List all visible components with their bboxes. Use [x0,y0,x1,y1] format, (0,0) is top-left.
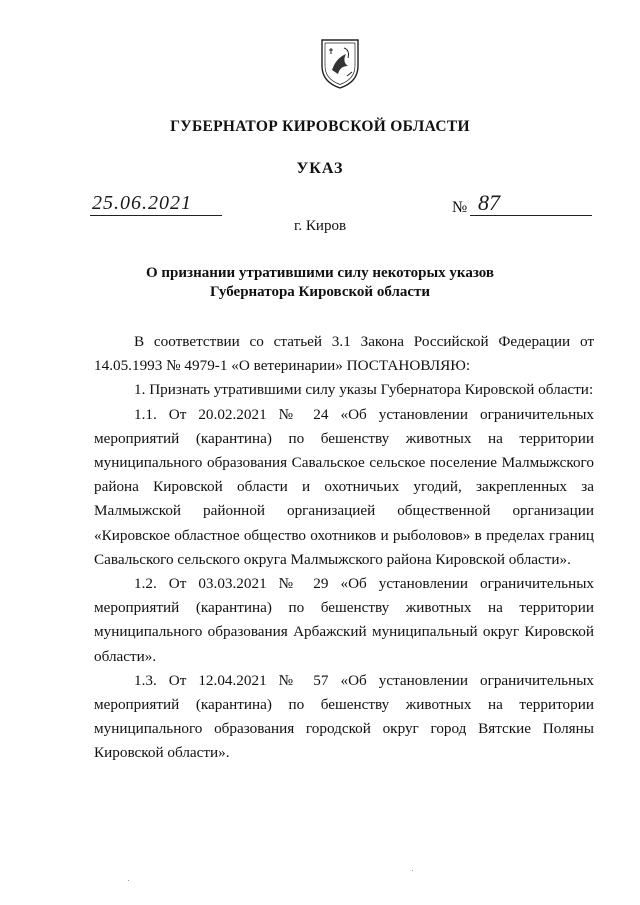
date-underline [90,214,222,216]
item-1-1-paragraph: 1.1. От 20.02.2021 № 24 «Об установлении ограничительных мероприятий (карантина) по бешенству животных на территории муниципального образования Савальское сельское поселение Малмыжского района Кировской области и охотничьих угодий, закрепленных за Малмыжской районной организацией общественной организации «Кировское областное общество охотников и рыболовов» в пределах границ Савальского сельского округа Малмыжского района Кировской области». [94,405,594,568]
scan-speck [412,870,413,871]
intro-paragraph: В соответствии со статьей 3.1 Закона Российской Федерации от 14.05.1993 № 4979-1 «О ветеринарии» ПОСТАНОВЛЯЮ: [94,333,594,375]
number-sign: № [452,199,468,216]
coat-of-arms-icon [318,36,362,90]
handwritten-number: 87 [478,190,500,215]
decree-subject [100,264,540,302]
document-type-title: УКАЗ [296,160,344,177]
item-1-2-paragraph: 1.2. От 03.03.2021 № 29 «Об установлении ограничительных мероприятий (карантина) по бешенству животных на территории муниципального образования Арбажский муниципальный округ Кировской области». [94,575,594,665]
subject-line-1: О признании утратившими силу некоторых указов [146,265,494,281]
decree-body [94,330,594,766]
number-underline [470,214,592,216]
item-1-paragraph: 1. Признать утратившими силу указы Губернатора Кировской области: [134,381,594,399]
scan-speck [128,880,129,881]
subject-line-2: Губернатора Кировской области [209,284,431,300]
handwritten-date: 25.06.2021 [92,192,192,214]
item-1-3-paragraph: 1.3. От 12.04.2021 № 57 «Об установлении ограничительных мероприятий (карантина) по бешенству животных на территории муниципального образования городской округ город Вятские Поляны Кировской области». [94,671,594,762]
city-label: г. Киров [293,218,347,234]
authority-title: ГУБЕРНАТОР КИРОВСКОЙ ОБЛАСТИ [170,118,470,135]
